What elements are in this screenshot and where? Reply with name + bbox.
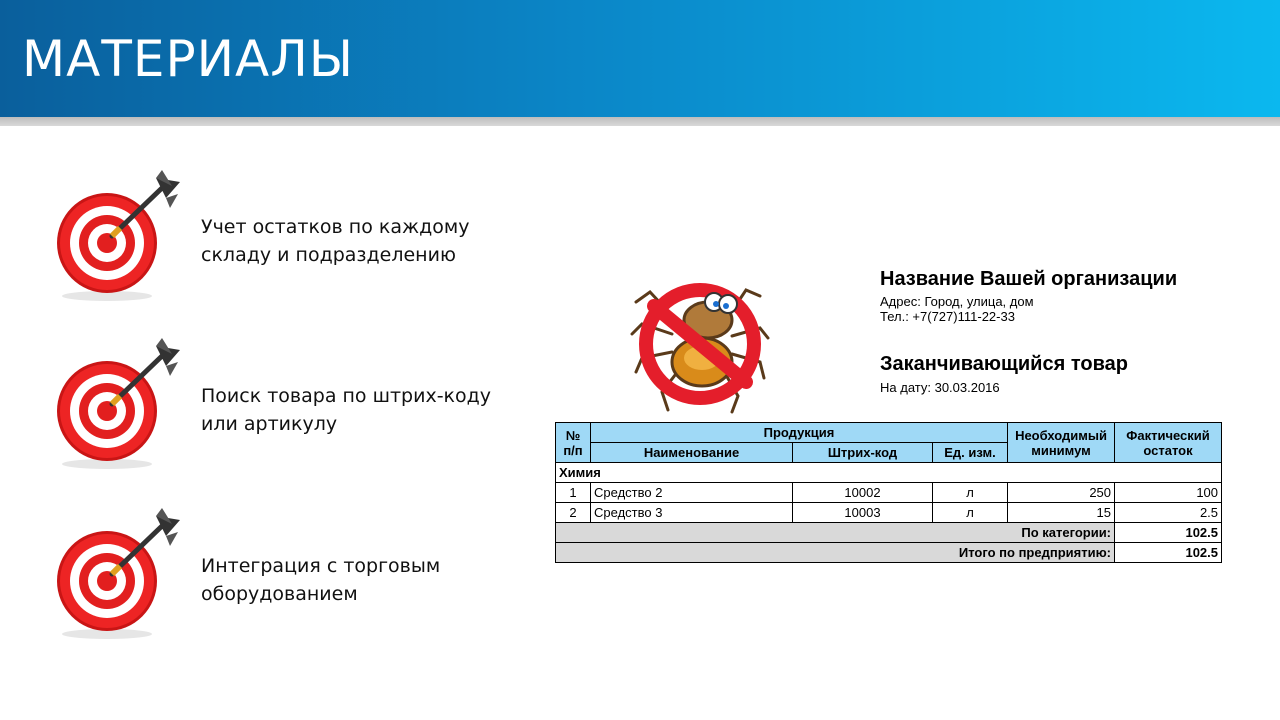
stock-report-table (555, 422, 1222, 563)
feature-text (201, 382, 491, 438)
feature-text-line: или артикулу (201, 413, 338, 435)
feature-item-stock (52, 168, 512, 308)
feature-text-line: Поиск товара по штрих-коду (201, 385, 492, 407)
table-row (556, 483, 1222, 503)
organization-block (880, 268, 1177, 324)
table-header-row (556, 423, 1222, 443)
organization-name: Название Вашей организации (880, 268, 1178, 290)
title-banner (0, 0, 1280, 117)
grand-total-row (556, 543, 1222, 563)
banner-divider (0, 117, 1280, 126)
no-tick-logo-icon (628, 262, 773, 424)
header-product: Продукция (591, 423, 1008, 443)
feature-item-integration (52, 506, 512, 646)
category-total-value: 102.5 (1115, 523, 1222, 543)
category-row (556, 463, 1222, 483)
feature-text-line: Учет остатков по каждому (201, 216, 470, 238)
cell-name: Средство 3 (591, 503, 793, 523)
dart-target-icon (52, 506, 187, 641)
report-title: Заканчивающийся товар (880, 353, 1128, 375)
organization-address: Адрес: Город, улица, дом (880, 294, 1034, 309)
cell-minimum: 250 (1008, 483, 1115, 503)
header-barcode: Штрих-код (793, 443, 933, 463)
report-date: На дату: 30.03.2016 (880, 380, 1000, 395)
cell-actual: 2.5 (1115, 503, 1222, 523)
cell-unit: л (933, 503, 1008, 523)
header-unit: Ед. изм. (933, 443, 1008, 463)
cell-actual: 100 (1115, 483, 1222, 503)
page-title: МАТЕРИАЛЫ (22, 30, 354, 88)
header-actual: Фактический остаток (1115, 423, 1222, 463)
feature-item-barcode (52, 336, 512, 476)
cell-name: Средство 2 (591, 483, 793, 503)
dart-target-icon (52, 168, 187, 303)
header-num: № п/п (556, 423, 591, 463)
cell-barcode: 10003 (793, 503, 933, 523)
header-name: Наименование (591, 443, 793, 463)
grand-total-value: 102.5 (1115, 543, 1222, 563)
feature-text (201, 213, 469, 269)
header-minimum: Необходимый минимум (1008, 423, 1115, 463)
cell-unit: л (933, 483, 1008, 503)
cell-minimum: 15 (1008, 503, 1115, 523)
feature-text-line: складу и подразделению (201, 244, 456, 266)
cell-barcode: 10002 (793, 483, 933, 503)
category-name: Химия (556, 463, 1222, 483)
cell-num: 2 (556, 503, 591, 523)
feature-text-line: Интеграция с торговым (201, 555, 441, 577)
table-row (556, 503, 1222, 523)
dart-target-icon (52, 336, 187, 471)
cell-num: 1 (556, 483, 591, 503)
feature-text (201, 552, 440, 608)
feature-text-line: оборудованием (201, 583, 358, 605)
category-total-label: По категории: (556, 523, 1115, 543)
organization-phone: Тел.: +7(727)111-22-33 (880, 309, 1015, 324)
category-total-row (556, 523, 1222, 543)
grand-total-label: Итого по предприятию: (556, 543, 1115, 563)
